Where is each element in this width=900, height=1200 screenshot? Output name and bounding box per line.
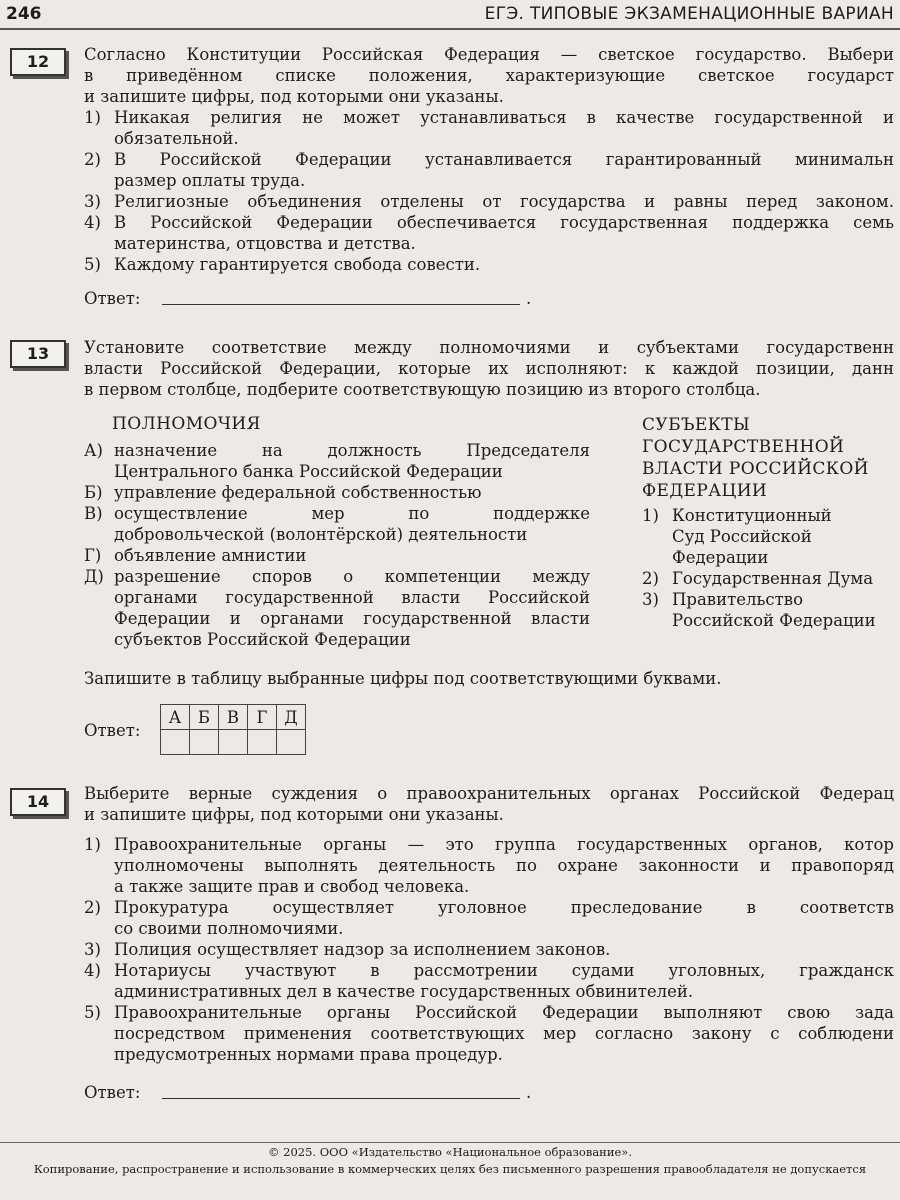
subject-text: Федерации — [672, 548, 769, 567]
power-letter: Д) — [84, 567, 104, 586]
task-14-intro-line: Выберите верные суждения о правоохранительных органах Российской Федерац — [84, 784, 894, 803]
power-d — [84, 566, 590, 650]
power-text: Центрального банка Российской Федерации — [114, 462, 503, 481]
power-text: осуществление мер по поддержке — [114, 504, 590, 523]
task-12-answer-line[interactable] — [162, 304, 520, 305]
task-13-instruction: Запишите в таблицу выбранные цифры под соответствующими буквами. — [84, 669, 722, 688]
task-14-answer-dot: . — [526, 1083, 532, 1102]
option-number: 5) — [84, 1003, 101, 1022]
task-13-intro — [84, 337, 894, 400]
task-12-number: 12 — [10, 48, 66, 76]
option-text: В Российской Федерации обеспечивается государственная поддержка семь — [114, 213, 894, 232]
task-12-option-3 — [84, 191, 894, 212]
option-text: В Российской Федерации устанавливается гарантированный минимальн — [114, 150, 894, 169]
task-14-option-5 — [84, 1002, 894, 1065]
running-title: ЕГЭ. ТИПОВЫЕ ЭКЗАМЕНАЦИОННЫЕ ВАРИАН — [484, 4, 894, 24]
footer-rule — [0, 1142, 900, 1143]
option-text: Никакая религия не может устанавливаться в качестве государственной и — [114, 108, 894, 127]
option-text: Религиозные объединения отделены от государства и равны перед законом. — [114, 192, 894, 211]
powers-heading: ПОЛНОМОЧИЯ — [112, 414, 261, 434]
option-text: материнства, отцовства и детства. — [114, 234, 416, 253]
option-text: Нотариусы участвуют в рассмотрении судами уголовных, гражданск — [114, 961, 894, 980]
option-text: Каждому гарантируется свобода совести. — [114, 255, 481, 274]
task-12-intro — [84, 44, 894, 107]
answer-cell[interactable] — [219, 730, 248, 755]
power-letter: В) — [84, 504, 103, 523]
answer-table-header: В — [219, 705, 248, 730]
task-12-intro-line: Согласно Конституции Российская Федерация — светское государство. Выбери — [84, 45, 894, 64]
power-text: добровольческой (волонтёрской) деятельности — [114, 525, 528, 544]
option-number: 5) — [84, 255, 101, 274]
power-text: назначение на должность Председателя — [114, 441, 590, 460]
task-12-options — [84, 107, 894, 275]
power-text: субъектов Российской Федерации — [114, 630, 411, 649]
task-14-answer-line[interactable] — [162, 1098, 520, 1099]
footer-copyright: © 2025. ООО «Издательство «Национальное образование». — [268, 1145, 632, 1159]
answer-cell[interactable] — [161, 730, 190, 755]
option-text: Правоохранительные органы — это группа государственных органов, котор — [114, 835, 894, 854]
power-text: объявление амнистии — [114, 546, 307, 565]
task-12-option-1 — [84, 107, 894, 149]
answer-table-header: Г — [248, 705, 277, 730]
task-12-option-2 — [84, 149, 894, 191]
answer-table-header-row — [161, 705, 306, 730]
option-text: посредством применения соответствующих мер согласно закону с соблюдени — [114, 1024, 894, 1043]
task-13-answer-table — [160, 704, 306, 755]
answer-table-input-row — [161, 730, 306, 755]
option-text: Полиция осуществляет надзор за исполнением законов. — [114, 940, 611, 959]
subject-3 — [642, 589, 900, 631]
task-14-option-2 — [84, 897, 894, 939]
option-text: предусмотренных нормами права процедур. — [114, 1045, 503, 1064]
subject-text: Суд Российской — [672, 527, 812, 546]
option-number: 4) — [84, 213, 101, 232]
task-14-number: 14 — [10, 788, 66, 816]
task-13-intro-line: в первом столбце, подберите соответствующую позицию из второго столбца. — [84, 380, 761, 399]
option-text: размер оплаты труда. — [114, 171, 306, 190]
subjects-list — [642, 505, 900, 631]
power-text: разрешение споров о компетенции между — [114, 567, 590, 586]
task-14-option-3 — [84, 939, 894, 960]
task-13-intro-line: Установите соответствие между полномочиями и субъектами государственн — [84, 338, 894, 357]
power-letter: Б) — [84, 483, 103, 502]
power-text: Федерации и органами государственной власти — [114, 609, 590, 628]
answer-table-header: Д — [277, 705, 306, 730]
option-text: Правоохранительные органы Российской Федерации выполняют свою зада — [114, 1003, 894, 1022]
task-12-answer-dot: . — [526, 289, 532, 308]
task-14-option-1 — [84, 834, 894, 897]
option-number: 2) — [84, 898, 101, 917]
option-number: 1) — [84, 835, 101, 854]
option-number: 4) — [84, 961, 101, 980]
subjects-heading-line: ВЛАСТИ РОССИЙСКОЙ — [642, 459, 869, 479]
power-text: органами государственной власти Российской — [114, 588, 590, 607]
task-13-intro-line: власти Российской Федерации, которые их исполняют: к каждой позиции, данн — [84, 359, 894, 378]
task-12-intro-line: и запишите цифры, под которыми они указаны. — [84, 87, 504, 106]
task-13-number: 13 — [10, 340, 66, 368]
subject-number: 2) — [642, 569, 659, 588]
answer-cell[interactable] — [248, 730, 277, 755]
power-a — [84, 440, 590, 482]
task-12-intro-line: в приведённом списке положения, характеризующие светское государст — [84, 66, 894, 85]
power-b — [84, 482, 590, 503]
option-text: административных дел в качестве государственных обвинителей. — [114, 982, 694, 1001]
option-number: 2) — [84, 150, 101, 169]
option-text: Прокуратура осуществляет уголовное преследование в соответств — [114, 898, 894, 917]
subjects-heading-line: ФЕДЕРАЦИИ — [642, 481, 768, 501]
answer-cell[interactable] — [190, 730, 219, 755]
subject-2 — [642, 568, 900, 589]
task-12-option-4 — [84, 212, 894, 254]
option-number: 1) — [84, 108, 101, 127]
option-text: обязательной. — [114, 129, 239, 148]
footer-notice: Копирование, распространение и использование в коммерческих целях без письменного разрешения правообладателя не допускается — [33, 1162, 867, 1176]
option-text: а также защите прав и свобод человека. — [114, 877, 470, 896]
subject-number: 1) — [642, 506, 659, 525]
option-number: 3) — [84, 940, 101, 959]
power-text: управление федеральной собственностью — [114, 483, 482, 502]
task-12-answer-label: Ответ: — [84, 289, 141, 308]
task-14-options — [84, 834, 894, 1065]
power-letter: А) — [84, 441, 103, 460]
power-v — [84, 503, 590, 545]
subject-text: Российской Федерации — [672, 611, 876, 630]
subject-number: 3) — [642, 590, 659, 609]
task-14-option-4 — [84, 960, 894, 1002]
subjects-heading — [642, 414, 869, 502]
power-letter: Г) — [84, 546, 102, 565]
header-rule — [0, 28, 900, 30]
task-14-intro-line: и запишите цифры, под которыми они указаны. — [84, 805, 504, 824]
page-number: 246 — [6, 4, 42, 24]
answer-table-header: Б — [190, 705, 219, 730]
task-12-option-5 — [84, 254, 894, 275]
powers-list — [84, 440, 590, 650]
task-14-answer-label: Ответ: — [84, 1083, 141, 1102]
subjects-heading-line: ГОСУДАРСТВЕННОЙ — [642, 437, 845, 457]
answer-table-header: А — [161, 705, 190, 730]
task-13-answer-label: Ответ: — [84, 721, 141, 740]
option-number: 3) — [84, 192, 101, 211]
power-g — [84, 545, 590, 566]
subject-text: Правительство — [672, 590, 804, 609]
option-text: уполномочены выполнять деятельность по охране законности и правопоряд — [114, 856, 894, 875]
subject-text: Государственная Дума — [672, 569, 874, 588]
task-14-intro — [84, 783, 894, 825]
subject-1 — [642, 505, 900, 568]
subject-text: Конституционный — [672, 506, 832, 525]
answer-cell[interactable] — [277, 730, 306, 755]
option-text: со своими полномочиями. — [114, 919, 344, 938]
subjects-heading-line: СУБЪЕКТЫ — [642, 415, 751, 435]
